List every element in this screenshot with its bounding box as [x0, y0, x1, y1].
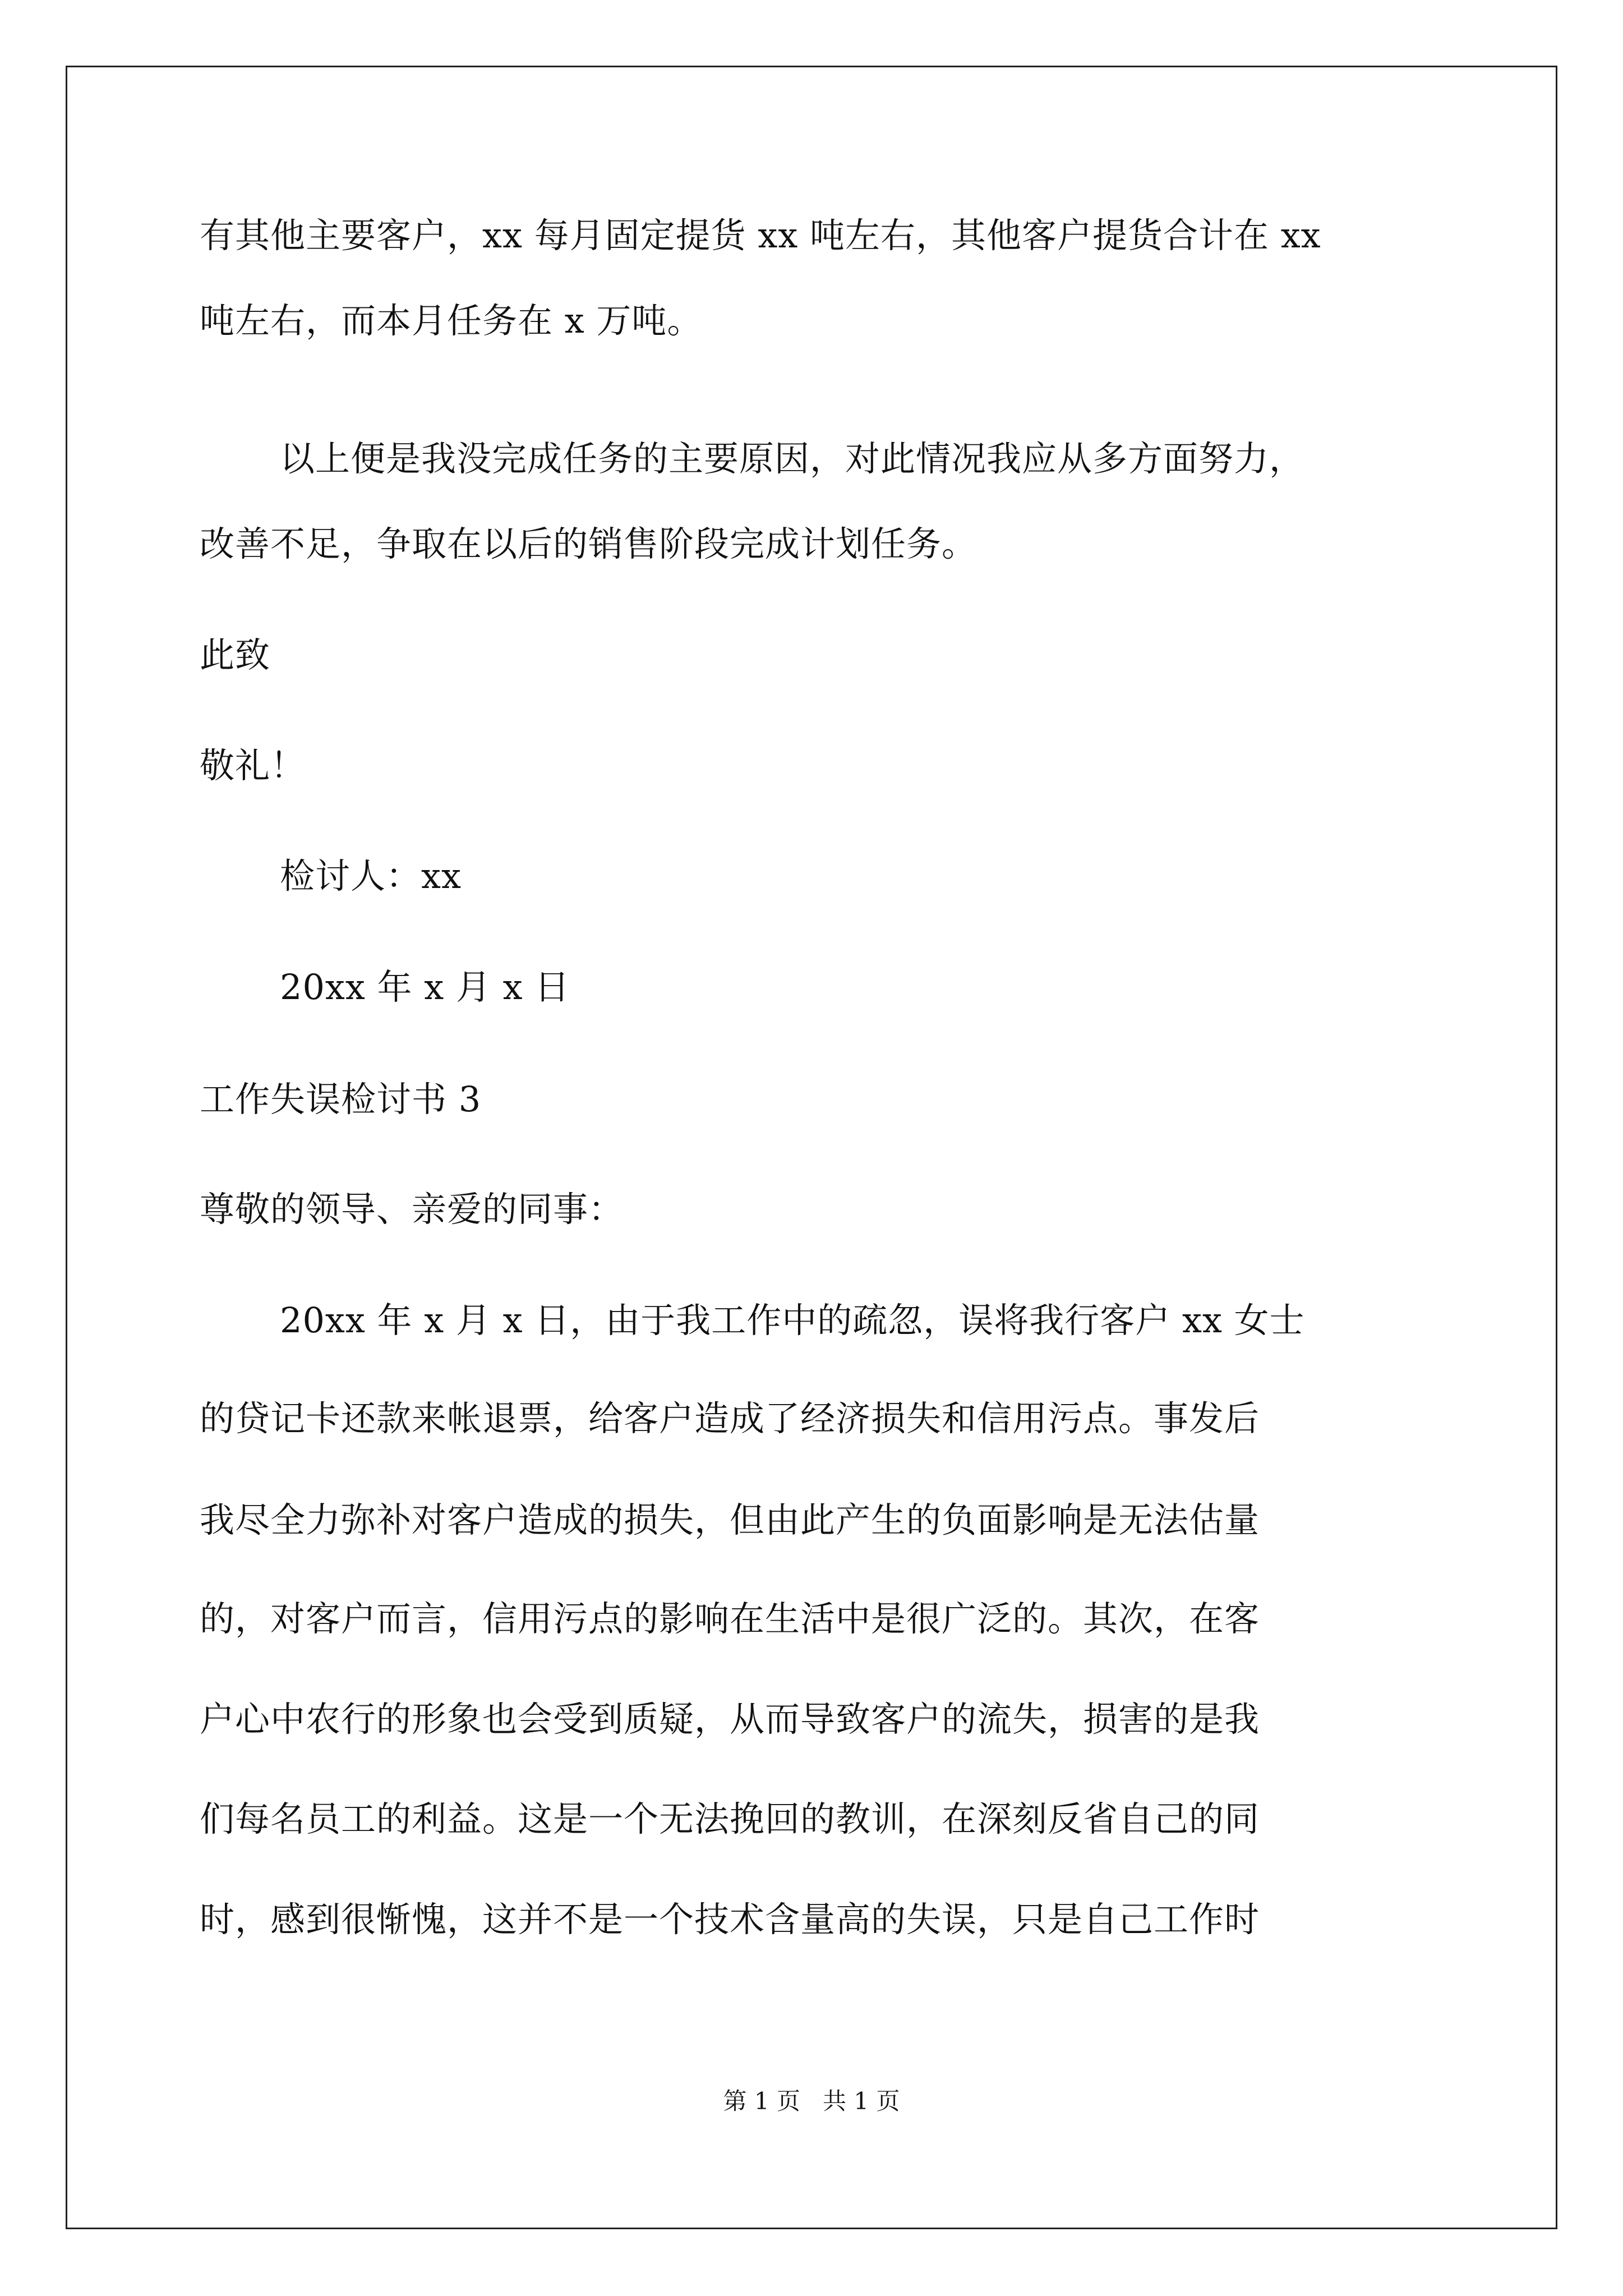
signer-line: 检讨人：xx — [280, 855, 462, 896]
text-line: 的贷记卡还款来帐退票，给客户造成了经济损失和信用污点。事发后 — [200, 1398, 1260, 1439]
closing-line: 敬礼！ — [200, 745, 306, 786]
text-line: 有其他主要客户，xx 每月固定提货 xx 吨左右，其他客户提货合计在 xx — [200, 215, 1321, 256]
page-footer: 第 1 页 共 1 页 — [723, 2087, 900, 2115]
text-line: 户心中农行的形象也会受到质疑，从而导致客户的流失，损害的是我 — [200, 1699, 1260, 1740]
date-line: 20xx 年 x 月 x 日 — [280, 967, 570, 1007]
text-line: 我尽全力弥补对客户造成的损失，但由此产生的负面影响是无法估量 — [200, 1499, 1260, 1540]
text-line: 改善不足，争取在以后的销售阶段完成计划任务。 — [200, 523, 978, 564]
text-line: 时，感到很惭愧，这并不是一个技术含量高的失误，只是自己工作时 — [200, 1899, 1260, 1940]
text-line: 们每名员工的利益。这是一个无法挽回的教训，在深刻反省自己的同 — [200, 1798, 1260, 1839]
section-title: 工作失误检讨书 3 — [200, 1079, 482, 1120]
greeting-line: 尊敬的领导、亲爱的同事： — [200, 1189, 624, 1230]
text-line: 吨左右，而本月任务在 x 万吨。 — [200, 300, 703, 341]
text-line: 以上便是我没完成任务的主要原因，对此情况我应从多方面努力， — [280, 438, 1305, 479]
text-line: 的，对客户而言，信用污点的影响在生活中是很广泛的。其次，在客 — [200, 1598, 1260, 1639]
text-line: 20xx 年 x 月 x 日，由于我工作中的疏忽，误将我行客户 xx 女士 — [280, 1300, 1305, 1341]
salutation-line: 此致 — [200, 634, 271, 675]
